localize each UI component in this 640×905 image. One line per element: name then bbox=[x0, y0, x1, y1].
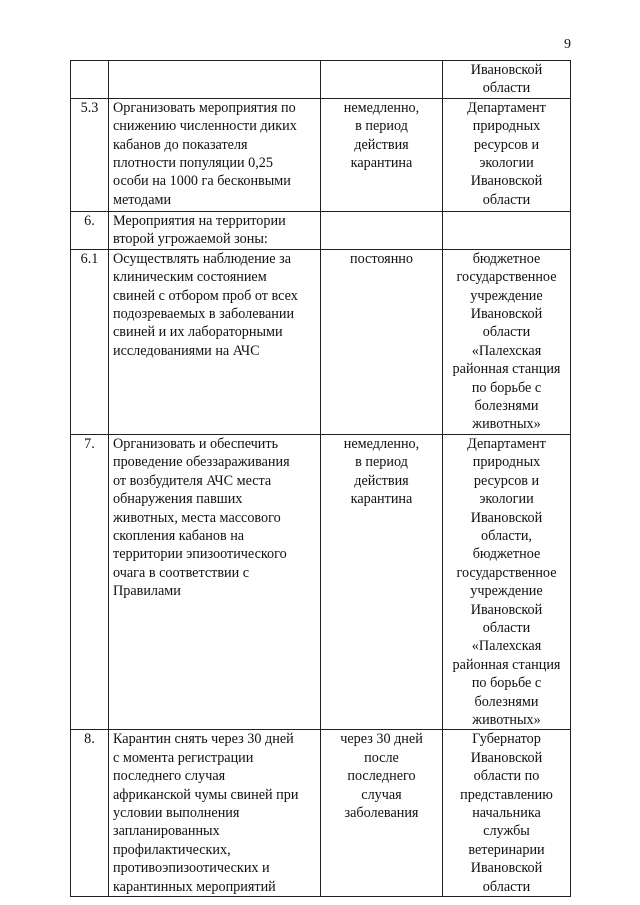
table-row bbox=[71, 98, 571, 211]
action-cell: Мероприятия на территории второй угрожаемой зоны: bbox=[109, 211, 321, 249]
responsible-cell bbox=[443, 211, 571, 249]
term-cell: немедленно, в период действия карантина bbox=[321, 434, 443, 730]
page-number: 9 bbox=[564, 37, 571, 52]
action-cell: Карантин снять через 30 дней с момента регистрации последнего случая африканской чумы свиней при условии выполнения запланированных профилактических, противоэпизоотических и карантинных мероприятий bbox=[109, 730, 321, 897]
table-row bbox=[71, 249, 571, 434]
term-cell: немедленно, в период действия карантина bbox=[321, 98, 443, 211]
item-number-cell: 6.1 bbox=[71, 249, 109, 434]
action-cell: Организовать и обеспечить проведение обеззараживания от возбудителя АЧС места обнаружения павших животных, места массового скопления кабанов на территории эпизоотического очага в соответствии с Правилами bbox=[109, 434, 321, 730]
table-row bbox=[71, 61, 571, 99]
table-row bbox=[71, 211, 571, 249]
action-plan-table bbox=[70, 60, 571, 897]
responsible-cell: Департамент природных ресурсов и экологии Ивановской области bbox=[443, 98, 571, 211]
term-cell: через 30 дней после последнего случая заболевания bbox=[321, 730, 443, 897]
term-cell bbox=[321, 61, 443, 99]
item-number-cell: 8. bbox=[71, 730, 109, 897]
responsible-cell: Ивановской области bbox=[443, 61, 571, 99]
table-row bbox=[71, 434, 571, 730]
responsible-cell: Губернатор Ивановской области по представлению начальника службы ветеринарии Ивановской области bbox=[443, 730, 571, 897]
responsible-cell: Департамент природных ресурсов и экологии Ивановской области, бюджетное государственное учреждение Ивановской области «Палехская районная станция по борьбе с болезнями животных» bbox=[443, 434, 571, 730]
table-row bbox=[71, 730, 571, 897]
action-cell bbox=[109, 61, 321, 99]
item-number-cell: 7. bbox=[71, 434, 109, 730]
item-number-cell bbox=[71, 61, 109, 99]
action-cell: Организовать мероприятия по снижению численности диких кабанов до показателя плотности популяции 0,25 особи на 1000 га бесконвыми методами bbox=[109, 98, 321, 211]
term-cell: постоянно bbox=[321, 249, 443, 434]
action-cell: Осуществлять наблюдение за клиническим состоянием свиней с отбором проб от всех подозреваемых в заболевании свиней и их лабораторными исследованиями на АЧС bbox=[109, 249, 321, 434]
item-number-cell: 5.3 bbox=[71, 98, 109, 211]
term-cell bbox=[321, 211, 443, 249]
item-number-cell: 6. bbox=[71, 211, 109, 249]
responsible-cell: бюджетное государственное учреждение Ивановской области «Палехская районная станция по борьбе с болезнями животных» bbox=[443, 249, 571, 434]
